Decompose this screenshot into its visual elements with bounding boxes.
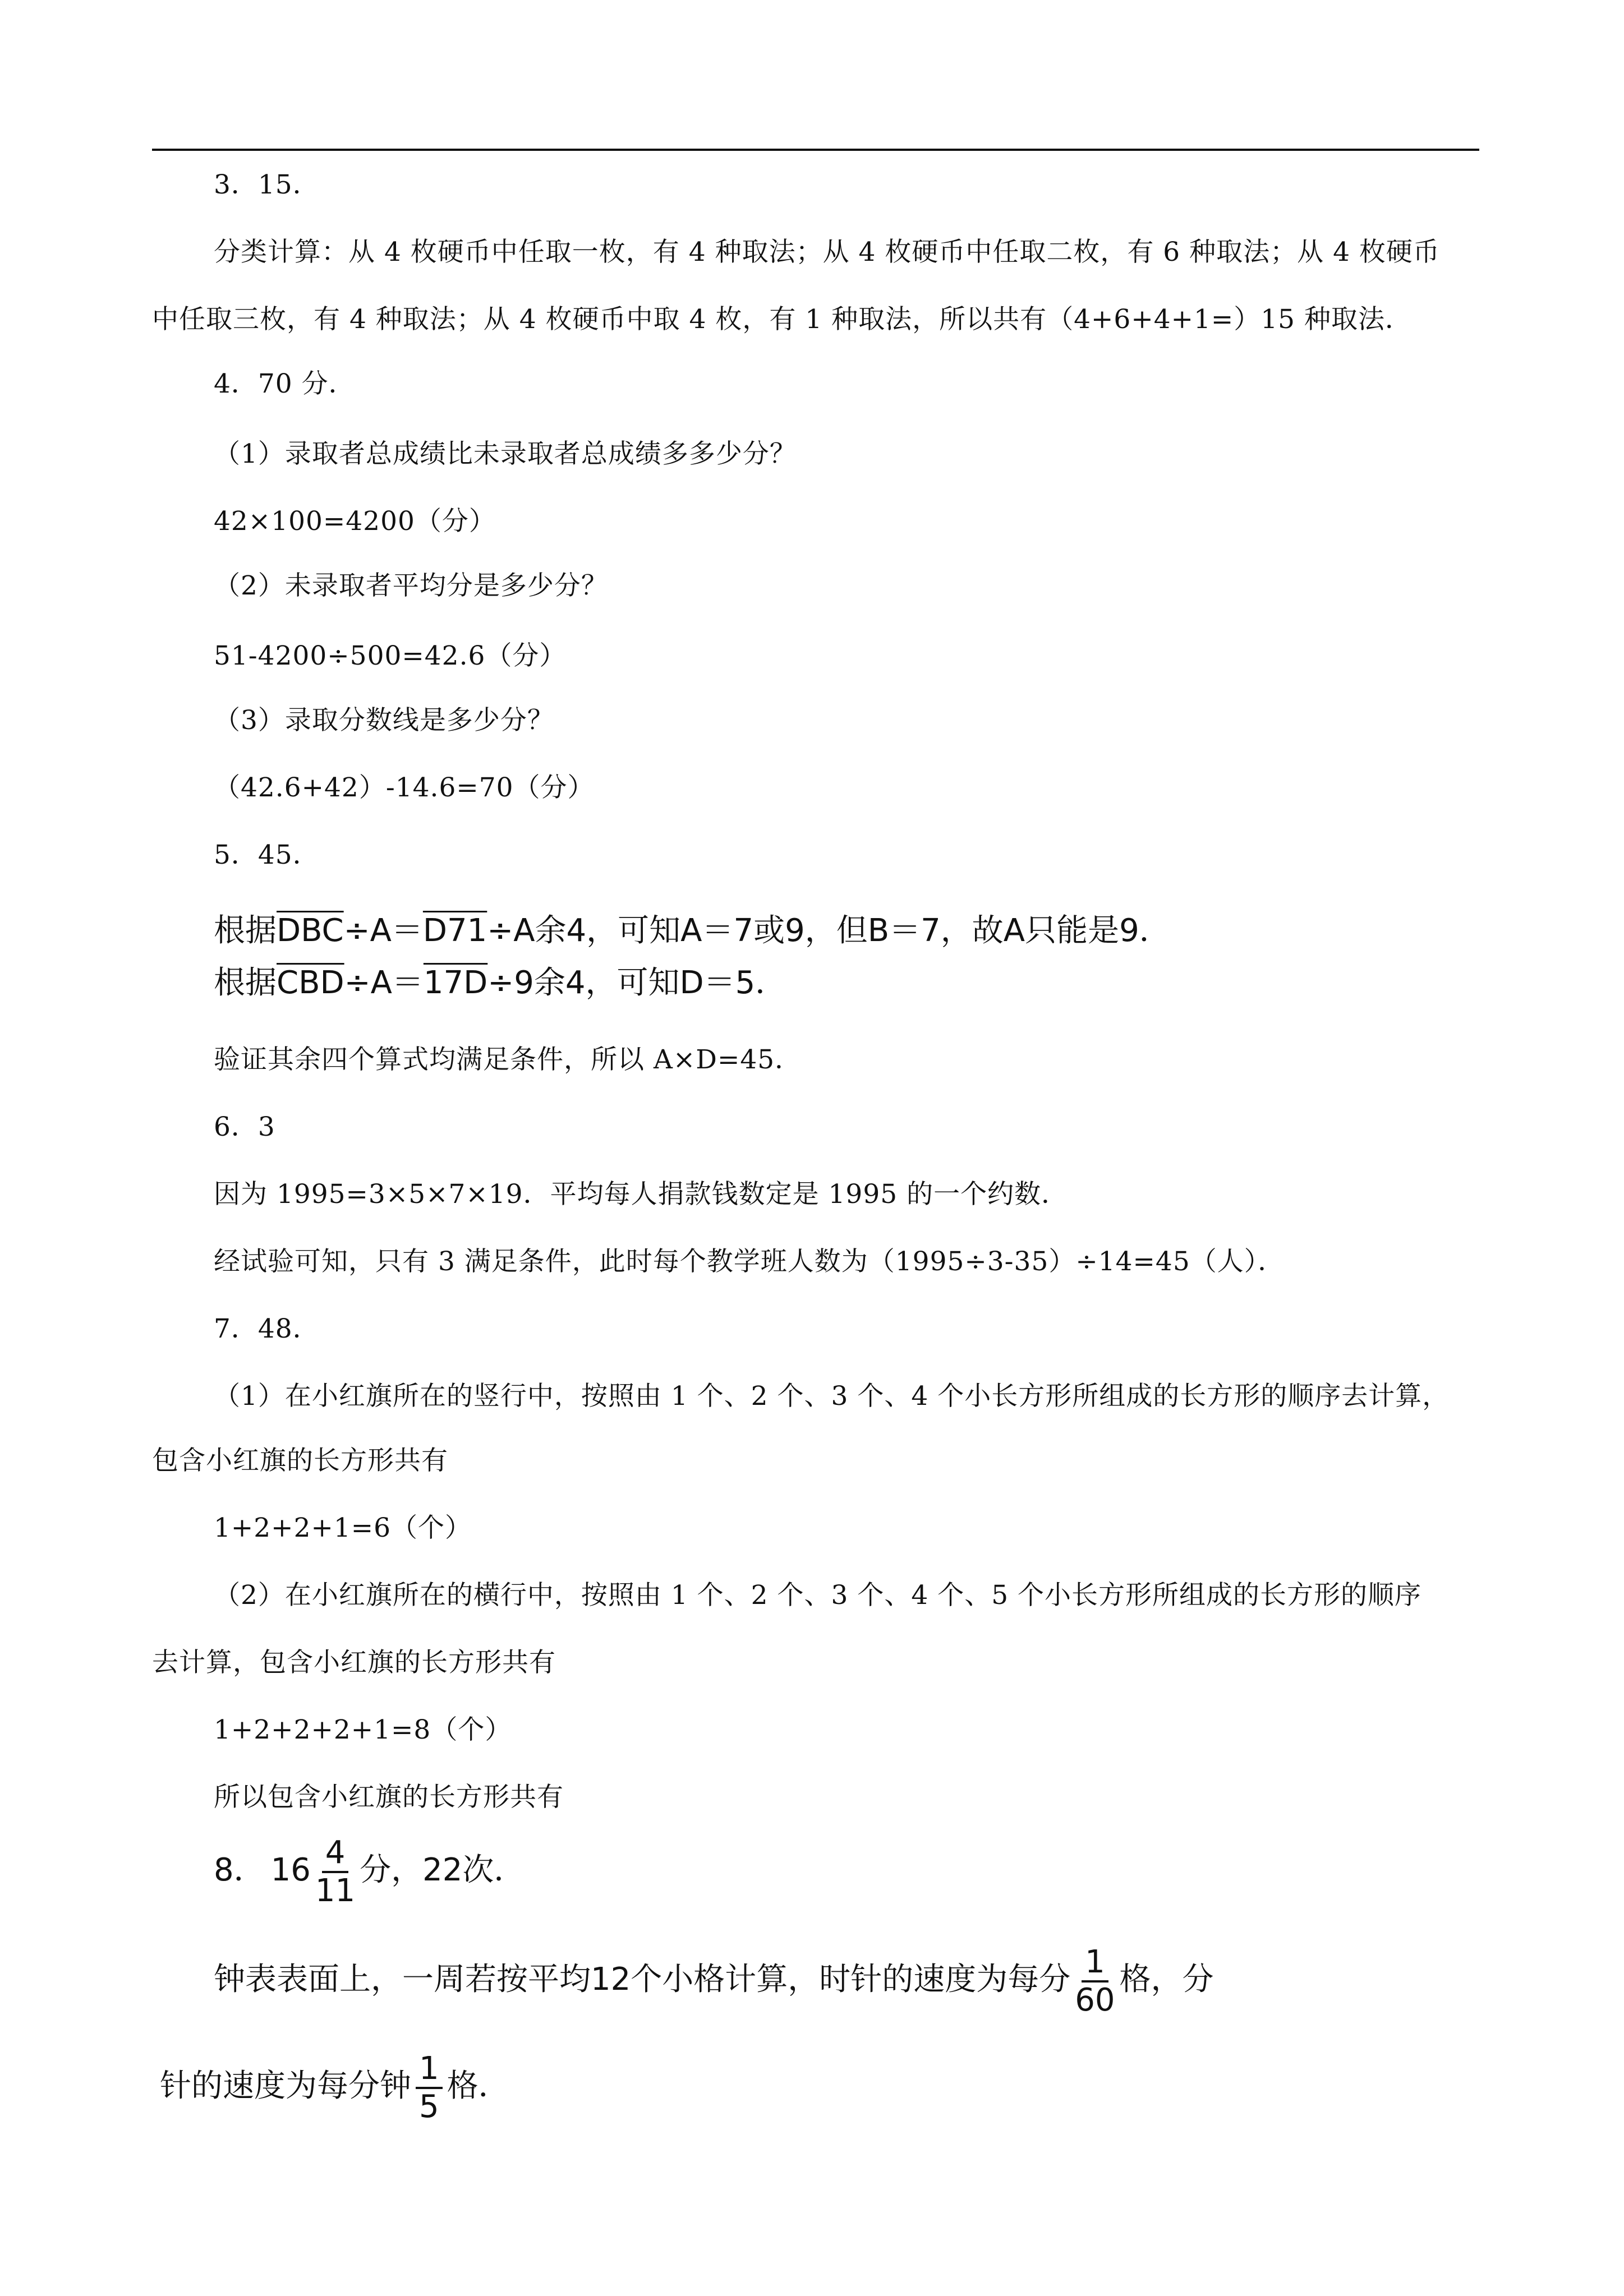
text-line: （2）未录取者平均分是多少分？: [214, 570, 608, 601]
formula-line: 42×100=4200（分）: [214, 506, 496, 537]
overline-number: $\overline{DBC}$: [277, 912, 344, 949]
text-line: （2）在小红旗所在的横行中，按照由 1 个、2 个、3 个、4 个、5 个小长方形所组成的长方形的顺序: [214, 1580, 1422, 1611]
text-line: 经试验可知，只有 3 满足条件，此时每个教学班人数为（1995÷3-35）÷14=45（人）．: [214, 1246, 1285, 1277]
clock-line-2: 针的速度为每分钟 $\frac{1}{5}$ 格．: [160, 2050, 510, 2125]
overline-number: D71: [422, 912, 487, 949]
answer-8-heading: 8． 16 $\frac{4}{11}$ 分，22次．: [214, 1834, 526, 1909]
text-line: （1）在小红旗所在的竖行中，按照由 1 个、2 个、3 个、4 个小长方形所组成的长方形的顺序去计算，: [214, 1381, 1450, 1412]
answer-4-heading: 4．70 分．: [214, 368, 356, 399]
answer-7-heading: 7．48．: [214, 1313, 320, 1344]
answer-3-heading: 3．15．: [214, 169, 320, 200]
text-line: 分类计算：从 4 枚硬币中任取一枚，有 4 种取法；从 4 枚硬币中任取二枚，有 6 种取法；从 4 枚硬币: [214, 237, 1440, 268]
equation-5a: 根据$\overline{DBC}\div A=D71\div A$余4，可知A＝7或9，但B＝7，故A只能是9．: [214, 912, 1171, 949]
text-line: 因为 1995=3×5×7×19．平均每人捐款钱数定是 1995 的一个约数．: [214, 1179, 1069, 1210]
fraction: $\frac{4}{11}$: [315, 1834, 356, 1909]
formula-line: 51-4200÷500=42.6（分）: [214, 640, 567, 671]
overline-number: 17D: [423, 965, 488, 1001]
text-line: 所以包含小红旗的长方形共有: [214, 1782, 564, 1813]
text-line: 包含小红旗的长方形共有: [152, 1445, 448, 1476]
clock-line-1: 钟表表面上，一周若按平均12个小格计算，时针的速度为每分 $\frac{1}{60}$ 格，分: [214, 1943, 1214, 2018]
answer-6-heading: 6．3: [214, 1112, 275, 1142]
equation-5b: 根据$\overline{CBD}\div A=17D\div 9$余4，可知D＝5．: [214, 965, 787, 1001]
text-line: （1）录取者总成绩比未录取者总成绩多多少分？: [214, 439, 797, 469]
formula-line: （42.6+42）-14.6=70（分）: [214, 772, 595, 803]
answer-5-heading: 5．45．: [214, 840, 320, 870]
text-line: （3）录取分数线是多少分？: [214, 705, 554, 736]
text-line: 验证其余四个算式均满足条件，所以 A×D=45．: [214, 1044, 802, 1075]
formula-line: 1+2+2+2+1=8（个）: [214, 1714, 512, 1745]
overline-number: $\overline{CBD}$: [277, 965, 344, 1001]
header-rule: [152, 149, 1479, 151]
fraction: $\frac{1}{60}$: [1075, 1943, 1115, 2018]
formula-line: 1+2+2+1=6（个）: [214, 1513, 472, 1543]
fraction: $\frac{1}{5}$: [416, 2053, 443, 2123]
text-line: 去计算，包含小红旗的长方形共有: [152, 1647, 556, 1678]
text-line: 中任取三枚，有 4 种取法；从 4 枚硬币中取 4 枚，有 1 种取法，所以共有（4+6+4+1=）15 种取法．: [152, 304, 1413, 335]
